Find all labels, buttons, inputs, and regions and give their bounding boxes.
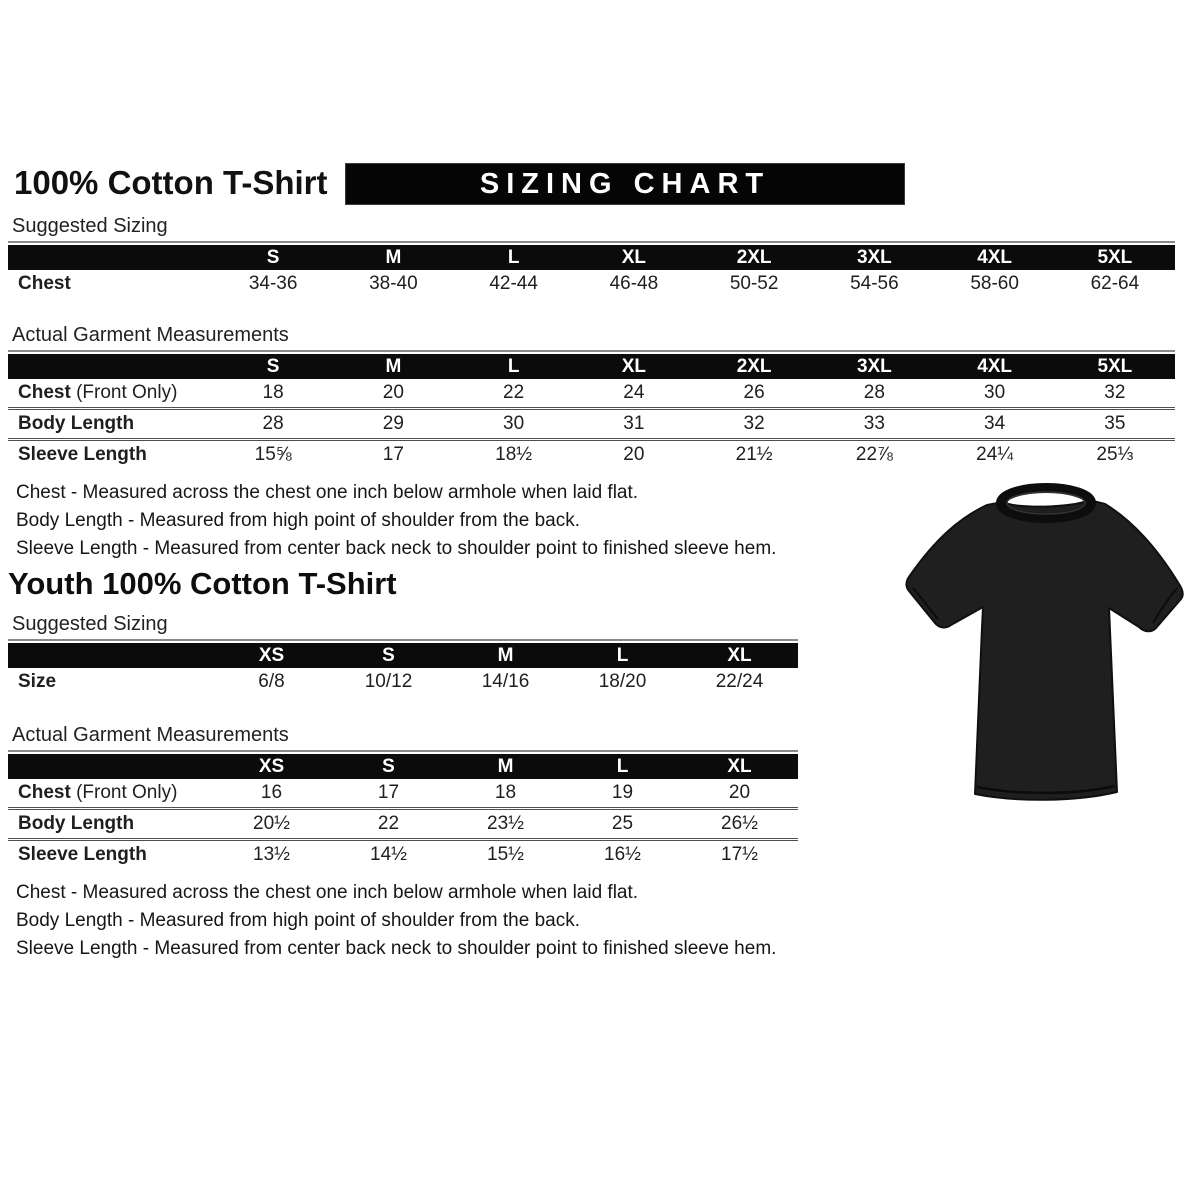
size-table [8,354,1175,469]
adult-garment-section [8,324,1175,469]
size-table [8,643,798,696]
cell-value: 62-64 [1090,273,1140,294]
cell-value: 17½ [681,840,798,870]
adult-garment-table [8,354,1175,469]
cell-value: 24 [623,382,645,403]
cell-value: 14/16 [481,671,530,692]
youth-garment-label: Actual Garment Measurements [8,724,798,752]
cell-value: 25⅓ [1055,440,1175,470]
column-header: 4XL [935,245,1055,270]
cell-value: 19 [611,782,634,803]
cell-value: 18 [494,782,517,803]
column-header: 5XL [1055,245,1175,270]
table-row [8,379,1175,409]
column-header: M [333,354,453,379]
column-header: XL [574,354,694,379]
adult-suggested-label: Suggested Sizing [8,215,1175,243]
adult-suggested-table [8,245,1175,298]
cell-value: 34-36 [248,273,298,294]
cell-value: 50-52 [729,273,779,294]
cell-value: 20 [728,782,751,803]
row-label: Sleeve Length [8,840,213,870]
sizing-chart-banner-text: SIZING CHART [479,167,771,200]
cell-value: 10/12 [364,671,413,692]
column-header: 2XL [694,245,814,270]
tshirt-body [907,500,1183,800]
cell-value: 18½ [454,440,574,470]
note-chest: Chest - Measured across the chest one inch below armhole when laid flat. [16,482,639,503]
column-header: L [564,754,681,779]
note-chest: Chest - Measured across the chest one inch below armhole when laid flat. [16,882,639,903]
column-header: M [333,245,453,270]
column-header: L [564,643,681,668]
cell-value: 34 [935,409,1055,440]
column-header: XL [574,245,694,270]
table-header-row [8,354,1175,379]
cell-value: 20 [574,440,694,470]
cell-value: 16 [260,782,283,803]
column-header: 3XL [814,245,934,270]
cell-value: 33 [814,409,934,440]
note-body-length: Body Length - Measured from high point of shoulder from the back. [16,510,580,531]
table-header-row [8,245,1175,270]
cell-value: 20 [382,382,404,403]
column-header: XL [681,643,798,668]
cell-value: 25 [564,809,681,840]
cell-value: 23½ [447,809,564,840]
cell-value: 30 [984,382,1006,403]
column-header: 5XL [1055,354,1175,379]
youth-garment-section [8,724,798,869]
cell-value: 31 [574,409,694,440]
cell-value: 20½ [213,809,330,840]
cell-value: 32 [694,409,814,440]
cell-value: 18 [262,382,284,403]
cell-value: 22 [330,809,447,840]
table-row [8,440,1175,470]
column-header: XS [213,643,330,668]
adult-garment-label: Actual Garment Measurements [8,324,1175,352]
cell-value: 16½ [564,840,681,870]
row-label: Size [18,671,57,692]
cell-value: 6/8 [258,671,285,692]
cell-value: 30 [454,409,574,440]
column-header: 2XL [694,354,814,379]
column-header: L [454,354,574,379]
note-sleeve-length: Sleeve Length - Measured from center back neck to shoulder point to finished sleeve hem. [16,538,777,559]
column-header: M [447,643,564,668]
cell-value: 35 [1055,409,1175,440]
table-row [8,270,1175,298]
youth-suggested-label: Suggested Sizing [8,613,798,641]
header-row [8,163,1200,209]
cell-value: 26½ [681,809,798,840]
column-header: M [447,754,564,779]
table-row [8,809,798,840]
table-row [8,409,1175,440]
column-header: S [213,354,333,379]
size-table [8,245,1175,298]
adult-suggested-section [8,215,1175,298]
cell-value: 22 [503,382,525,403]
youth-title: Youth 100% Cotton T-Shirt [8,566,397,601]
column-header: S [330,754,447,779]
column-header: 3XL [814,354,934,379]
row-label: Chest (Front Only) [18,382,178,403]
column-header: XL [681,754,798,779]
row-label: Sleeve Length [8,440,213,470]
cell-value: 38-40 [369,273,418,294]
note-sleeve-length: Sleeve Length - Measured from center back neck to shoulder point to finished sleeve hem. [16,938,777,959]
youth-garment-table [8,754,798,869]
header-spacer [8,643,213,668]
cell-value: 29 [333,409,453,440]
tshirt-image [893,476,1193,818]
cell-value: 22/24 [715,671,764,692]
cell-value: 46-48 [609,273,659,294]
youth-notes [16,883,1200,958]
table-header-row [8,754,798,779]
cell-value: 17 [377,782,400,803]
cell-value: 14½ [330,840,447,870]
table-row [8,668,798,696]
table-row [8,779,798,809]
cell-value: 54-56 [850,273,899,294]
cell-value: 42-44 [489,273,538,294]
column-header: 4XL [935,354,1055,379]
note-body-length: Body Length - Measured from high point of shoulder from the back. [16,910,580,931]
row-label: Body Length [8,409,213,440]
column-header: XS [213,754,330,779]
cell-value: 15⅝ [213,440,333,470]
column-header: L [454,245,574,270]
cell-value: 13½ [213,840,330,870]
sizing-chart-banner [345,163,905,205]
page-title: 100% Cotton T-Shirt [14,164,328,201]
cell-value: 21½ [694,440,814,470]
cell-value: 17 [333,440,453,470]
table-row [8,840,798,870]
column-header: S [213,245,333,270]
cell-value: 22⅞ [814,440,934,470]
cell-value: 28 [213,409,333,440]
cell-value: 32 [1104,382,1126,403]
header-spacer [8,754,213,779]
cell-value: 15½ [447,840,564,870]
cell-value: 24¼ [935,440,1055,470]
column-header: S [330,643,447,668]
cell-value: 58-60 [970,273,1019,294]
header-spacer [8,354,213,379]
table-header-row [8,643,798,668]
header-spacer [8,245,213,270]
black-tshirt-photo [893,476,1193,818]
cell-value: 28 [863,382,885,403]
cell-value: 26 [743,382,765,403]
size-table [8,754,798,869]
row-label: Body Length [8,809,213,840]
youth-suggested-section [8,613,798,696]
row-label: Chest [18,273,71,294]
youth-suggested-table [8,643,798,696]
cell-value: 18/20 [598,671,647,692]
row-label: Chest (Front Only) [18,782,178,803]
